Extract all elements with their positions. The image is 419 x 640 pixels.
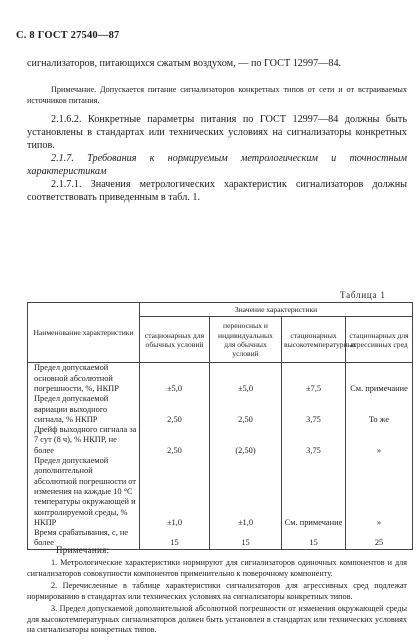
row-name: Дрейф выходного сигнала за 7 сут (8 ч), % НКПР, не более <box>28 425 140 456</box>
table-row <box>28 394 413 425</box>
cell-value: ±1,0 <box>210 456 282 528</box>
cell-value: 2,50 <box>140 425 210 456</box>
note-item-2: 2. Перечисленные в таблице характеристики сигнализаторов для агрессивных сред подлежат нормированию в стандартах или технических условиях на сигнализаторы конкретных типов. <box>27 581 407 601</box>
header-characteristic-name: Наименование характеристики <box>28 303 140 363</box>
header-col-high-temperature: стационарных высокотемпературных <box>282 317 346 363</box>
page-title: С. 8 ГОСТ 27540—87 <box>16 30 120 41</box>
metrology-table <box>27 302 413 550</box>
cell-value: 15 <box>210 528 282 549</box>
cell-value: См. примечание <box>346 363 413 394</box>
paragraph-power-continuation: сигнализаторов, питающихся сжатым воздухом, — по ГОСТ 12997—84. <box>27 58 342 69</box>
table-row <box>28 425 413 456</box>
header-col-portable: переносных и индивидуальных для обычных условий <box>210 317 282 363</box>
cell-value: 2,50 <box>140 394 210 425</box>
row-name: Время срабатывания, с, не более <box>28 528 140 549</box>
cell-value: То же <box>346 394 413 425</box>
cell-value: 15 <box>282 528 346 549</box>
power-note: Примечание. Допускается питание сигнализаторов конкретных типов от сети и от встраиваемых источников питания. <box>27 85 407 105</box>
cell-value: 25 <box>346 528 413 549</box>
cell-value: ±7,5 <box>282 363 346 394</box>
cell-value: » <box>346 425 413 456</box>
header-value-group: Значение характеристики <box>140 303 413 317</box>
cell-value: (2,50) <box>210 425 282 456</box>
cell-value: » <box>346 456 413 528</box>
notes-heading: Примечания: <box>56 545 110 555</box>
cell-value: ±5,0 <box>140 363 210 394</box>
cell-value: См. примечание <box>282 456 346 528</box>
table-row <box>28 363 413 394</box>
row-name: Предел допускаемой вариации выходного сигнала, % НКПР <box>28 394 140 425</box>
row-name: Предел допускаемой основной абсолютной погрешности, %, НКПР <box>28 363 140 394</box>
cell-value: 2,50 <box>210 394 282 425</box>
cell-value: 15 <box>140 528 210 549</box>
paragraph-2-1-7-1: 2.1.7.1. Значения метрологических характеристик сигнализаторов должны соответствовать приведенным в табл. 1. <box>27 179 407 203</box>
table-row <box>28 456 413 528</box>
header-col-aggressive: стационарных для агрессивных сред <box>346 317 413 363</box>
cell-value: 3,75 <box>282 394 346 425</box>
cell-value: ±5,0 <box>210 363 282 394</box>
header-col-stationary-normal: стационарных для обычных условий <box>140 317 210 363</box>
note-item-1: 1. Метрологические характеристики нормируют для сигнализаторов одиночных компонентов и для сигнализаторов совокупности компонентов применительно к поверочному компоненту. <box>27 558 407 578</box>
row-name: Предел допускаемой дополнительной абсолютной погрешности от изменения на каждые 10 °С температуры окружающей и контролируемой среды, % НКПР <box>28 456 140 528</box>
cell-value: 3,75 <box>282 425 346 456</box>
table-caption: Таблица 1 <box>340 290 386 300</box>
paragraph-2-1-6-2: 2.1.6.2. Конкретные параметры питания по ГОСТ 12997—84 должны быть установлены в стандартах или технических условиях на сигнализаторы конкретных типов. <box>27 114 407 151</box>
section-heading-2-1-7: 2.1.7. Требования к нормируемым метрологическим и точностным характеристикам <box>27 153 407 177</box>
note-item-3: 3. Предел допускаемой дополнительной абсолютной погрешности от изменения окружающей среды для высокотемпературных сигнализаторов должен быть установлен в стандартах или технических условиях на сигнализаторы конкретных типов. <box>27 604 407 634</box>
cell-value: ±1,0 <box>140 456 210 528</box>
